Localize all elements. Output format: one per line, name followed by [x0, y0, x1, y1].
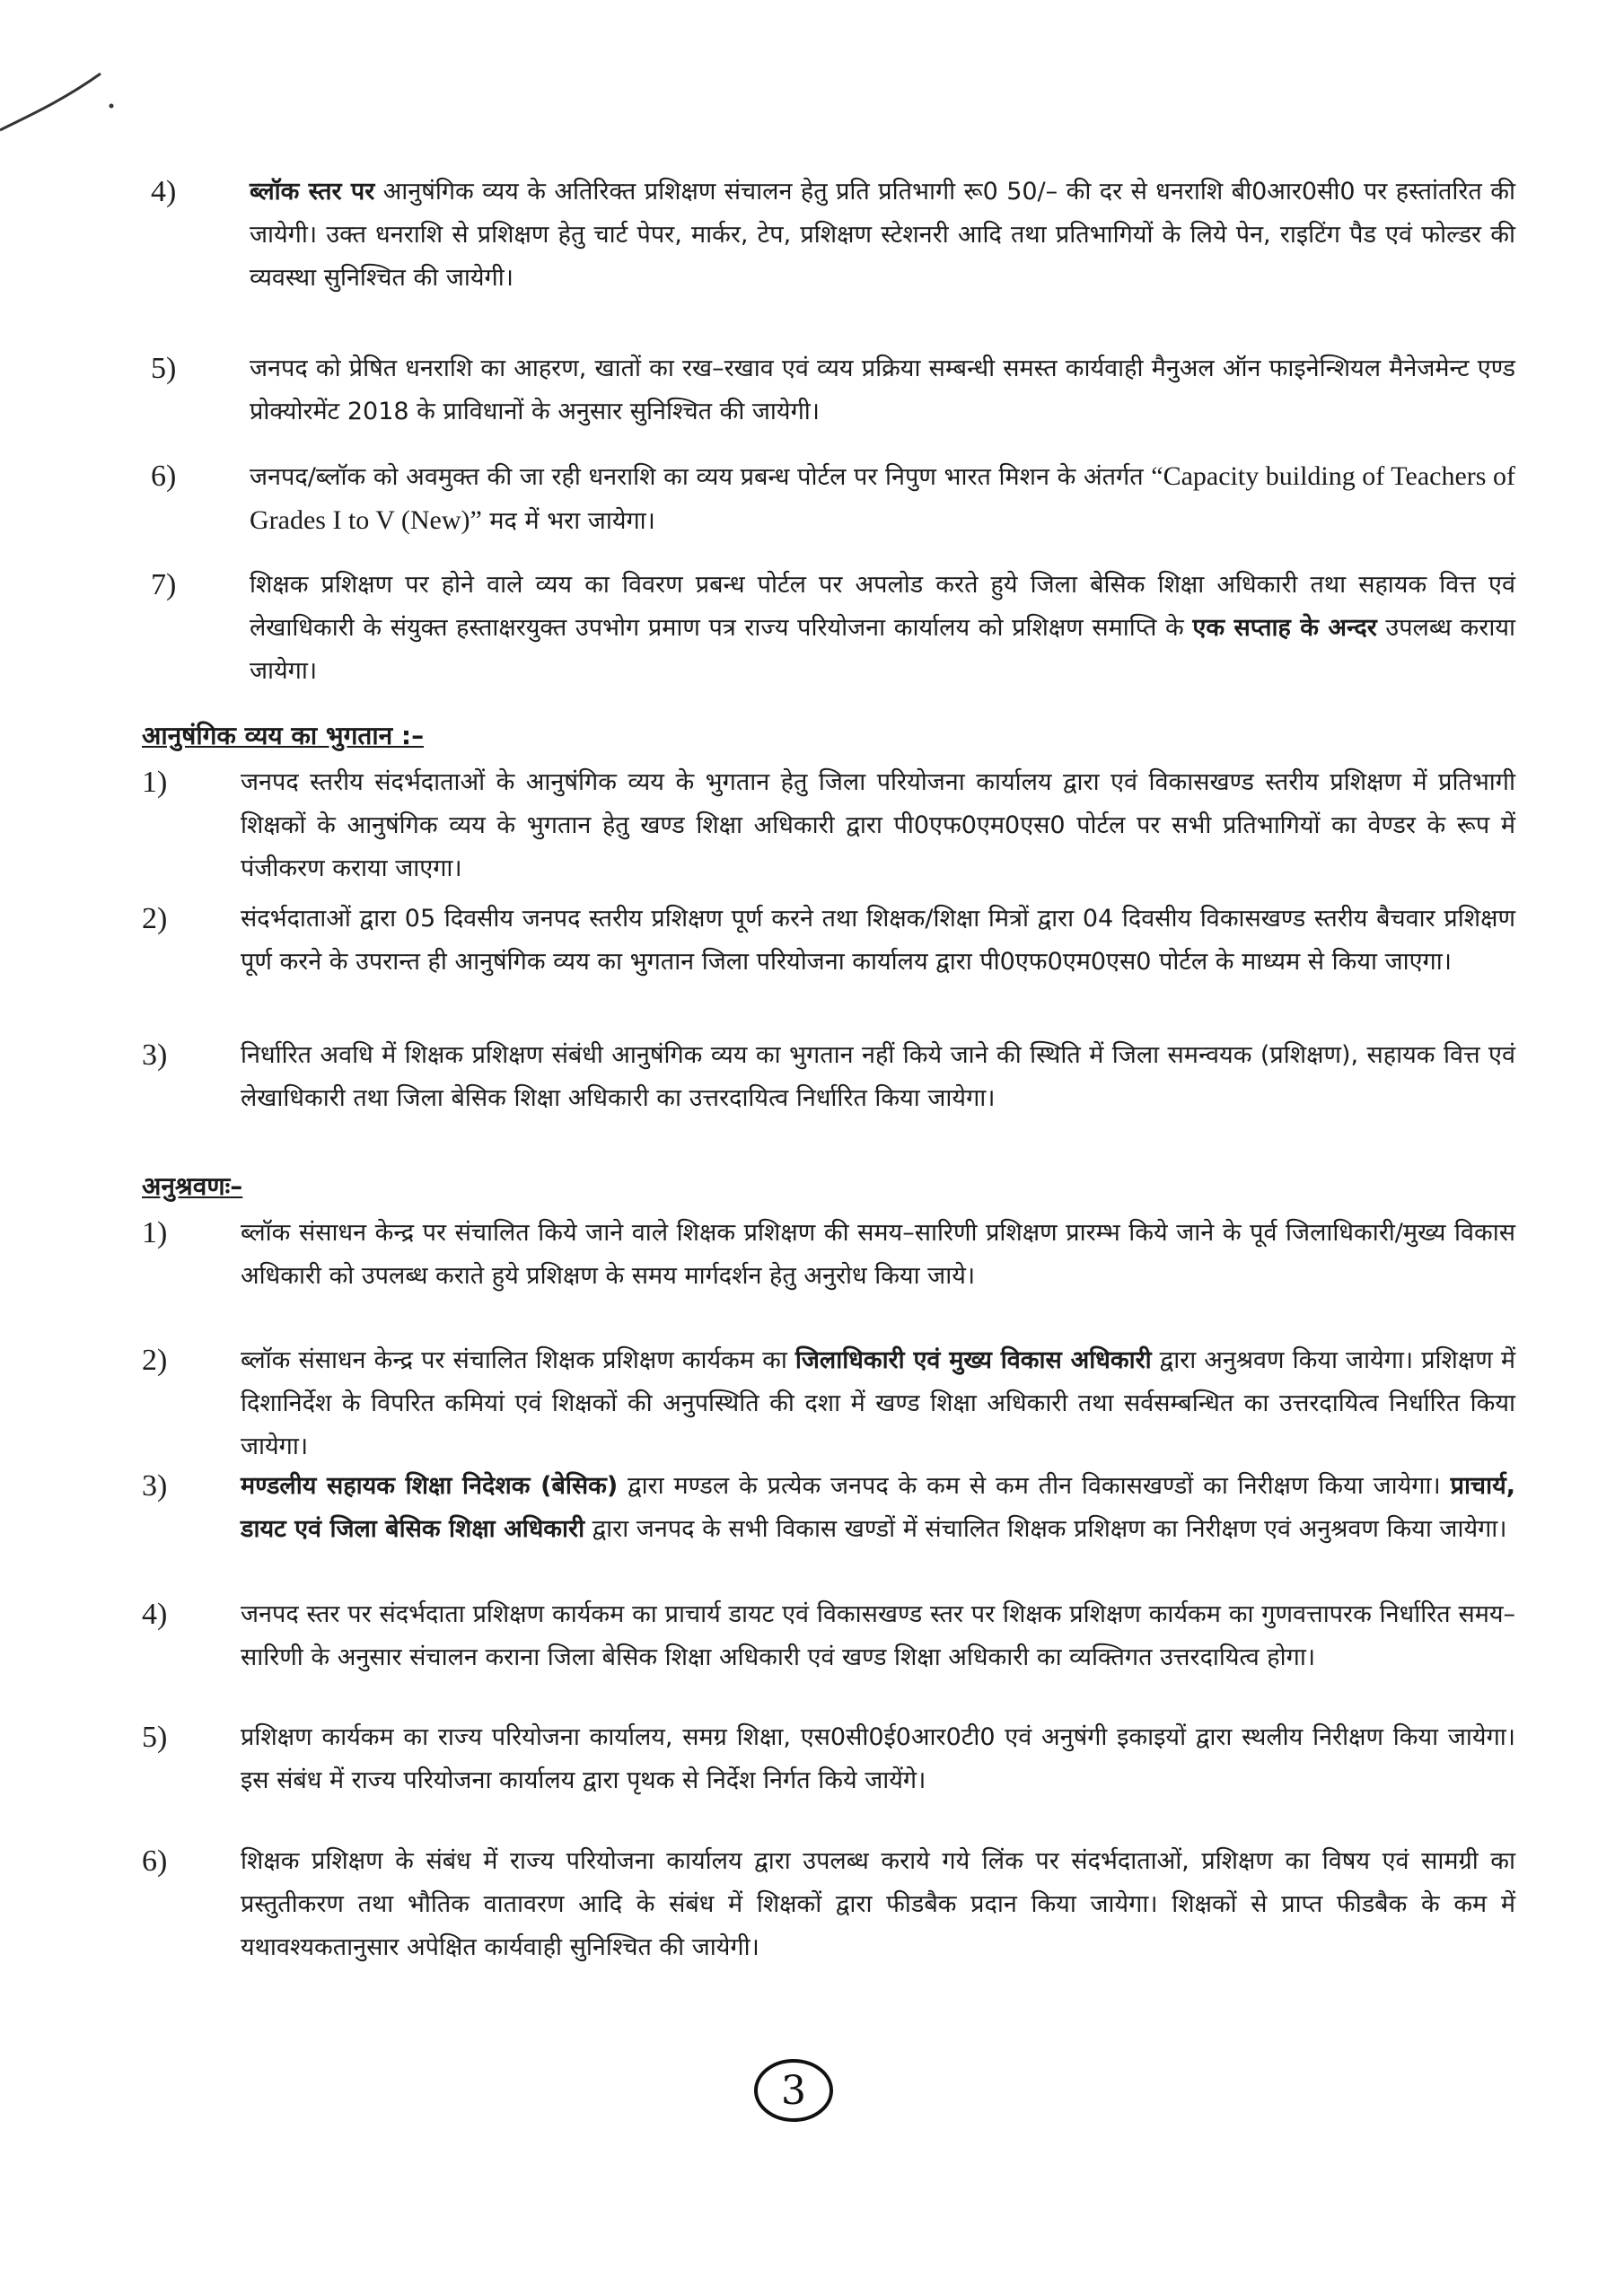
item-number: 1) [142, 1216, 168, 1249]
item-text: शिक्षक प्रशिक्षण पर होने वाले व्यय का विवरण प्रबन्ध पोर्टल पर अपलोड करते हुये जिला बेसिक शिक्षा अधिकारी तथा सहायक वित्त एवं लेखाधिकारी के संयुक्त हस्ताक्षरयुक्त उपभोग प्रमाण पत्र राज्य परियोजना कार्यालय को प्रशिक्षण समाप्ति के एक सप्ताह के अन्दर उपलब्ध कराया जायेगा। [250, 571, 1515, 685]
item-number: 3) [142, 1469, 168, 1503]
bold-phrase: जिलाधिकारी एवं मुख्य विकास अधिकारी [794, 1346, 1152, 1374]
section-heading: आनुषंगिक व्यय का भुगतान :– [142, 721, 425, 750]
item-number: 3) [142, 1038, 168, 1072]
item-number: 2) [142, 902, 168, 935]
list-item [142, 1840, 1515, 1969]
list-item [142, 1716, 1515, 1802]
list-item [142, 898, 1515, 984]
bold-phrase: प्राचार्य, डायट एवं जिला बेसिक शिक्षा अधिकारी [241, 1472, 1515, 1543]
item-number: 7) [151, 568, 177, 601]
item-text: ब्लॉक स्तर पर आनुषंगिक व्यय के अतिरिक्त प्रशिक्षण संचालन हेतु प्रति प्रतिभागी रू0 50/– की दर से धनराशि बी0आर0सी0 पर हस्तांतरित की जायेगी। उक्त धनराशि से प्रशिक्षण हेतु चार्ट पेपर, मार्कर, टेप, प्रशिक्षण स्टेशनरी आदि तथा प्रतिभागियों के लिये पेन, राइटिंग पैड एवं फोल्डर की व्यवस्था सुनिश्चित की जायेगी। [250, 178, 1515, 292]
bold-lead: ब्लॉक स्तर पर [250, 178, 375, 206]
item-text: जनपद स्तरीय संदर्भदाताओं के आनुषंगिक व्यय के भुगतान हेतु जिला परियोजना कार्यालय द्वारा एवं विकासखण्ड स्तरीय प्रशिक्षण में प्रतिभागी शिक्षकों के आनुषंगिक व्यय के भुगतान हेतु खण्ड शिक्षा अधिकारी द्वारा पी0एफ0एम0एस0 पोर्टल पर सभी प्रतिभागियों का वेण्डर के रूप में पंजीकरण कराया जाएगा। [241, 768, 1515, 882]
item-text: निर्धारित अवधि में शिक्षक प्रशिक्षण संबंधी आनुषंगिक व्यय का भुगतान नहीं किये जाने की स्थिति में जिला समन्वयक (प्रशिक्षण), सहायक वित्त एवं लेखाधिकारी तथा जिला बेसिक शिक्षा अधिकारी का उत्तरदायित्व निर्धारित किया जायेगा। [241, 1041, 1515, 1112]
item-number: 5) [142, 1721, 168, 1754]
list-item [151, 455, 1515, 543]
item-text: जनपद स्तर पर संदर्भदाता प्रशिक्षण कार्यकम का प्राचार्य डायट एवं विकासखण्ड स्तर पर शिक्षक प्रशिक्षण कार्यकम का गुणवत्तापरक निर्धारित समय–सारिणी के अनुसार संचालन कराना जिला बेसिक शिक्षा अधिकारी एवं खण्ड शिक्षा अधिकारी का व्यक्तिगत उत्तरदायित्व होगा। [241, 1600, 1515, 1671]
list-item [151, 564, 1515, 693]
list-item [142, 1339, 1515, 1468]
bold-phrase: एक सप्ताह के अन्दर [1192, 614, 1377, 642]
section-heading: अनुश्रवणः– [142, 1171, 243, 1201]
pen-stroke-mark [0, 54, 126, 153]
item-number: 6) [142, 1845, 168, 1878]
item-number: 6) [151, 460, 177, 493]
list-item [142, 1034, 1515, 1120]
item-number: 5) [151, 352, 177, 385]
item-text: जनपद को प्रेषित धनराशि का आहरण, खातों का रख–रखाव एवं व्यय प्रक्रिया सम्बन्धी समस्त कार्यवाही मैनुअल ऑन फाइनेन्शियल मैनेजमेन्ट एण्ड प्रोक्योरमेंट 2018 के प्राविधानों के अनुसार सुनिश्चित की जायेगी। [250, 355, 1515, 425]
budget-head-english: “Capacity building of Teachers of Grades I to V (New)” [250, 461, 1516, 535]
item-number: 4) [151, 175, 177, 208]
item-text: जनपद/ब्लॉक को अवमुक्त की जा रही धनराशि का व्यय प्रबन्ध पोर्टल पर निपुण भारत मिशन के अंतर्गत “Capacity building of Teachers of Grades I to V (New)” मद में भरा जायेगा। [250, 461, 1516, 535]
list-item [151, 347, 1515, 434]
item-number: 4) [142, 1598, 168, 1631]
page-number: 3 [781, 2067, 806, 2114]
list-item [142, 1465, 1515, 1551]
item-number: 2) [142, 1344, 168, 1377]
item-number: 1) [142, 766, 168, 799]
item-text: शिक्षक प्रशिक्षण के संबंध में राज्य परियोजना कार्यालय द्वारा उपलब्ध कराये गये लिंक पर संदर्भदाताओं, प्रशिक्षण का विषय एवं सामग्री का प्रस्तुतीकरण तथा भौतिक वातावरण आदि के संबंध में शिक्षकों द्वारा फीडबैक प्रदान किया जायेगा। शिक्षकों से प्राप्त फीडबैक के कम में यथावश्यकतानुसार अपेक्षित कार्यवाही सुनिश्चित की जायेगी। [241, 1847, 1515, 1961]
item-text: ब्लॉक संसाधन केन्द्र पर संचालित शिक्षक प्रशिक्षण कार्यकम का जिलाधिकारी एवं मुख्य विकास अधिकारी द्वारा अनुश्रवण किया जायेगा। प्रशिक्षण में दिशानिर्देश के विपरित कमियां एवं शिक्षकों की अनुपस्थिति की दशा में खण्ड शिक्षा अधिकारी तथा सर्वसम्बन्धित का उत्तरदायित्व निर्धारित किया जायेगा। [241, 1346, 1515, 1460]
item-text: मण्डलीय सहायक शिक्षा निदेशक (बेसिक) द्वारा मण्डल के प्रत्येक जनपद के कम से कम तीन विकासखण्डों का निरीक्षण किया जायेगा। प्राचार्य, डायट एवं जिला बेसिक शिक्षा अधिकारी द्वारा जनपद के सभी विकास खण्डों में संचालित शिक्षक प्रशिक्षण का निरीक्षण एवं अनुश्रवण किया जायेगा। [241, 1472, 1515, 1543]
bold-lead: मण्डलीय सहायक शिक्षा निदेशक (बेसिक) [241, 1472, 619, 1500]
item-text: संदर्भदाताओं द्वारा 05 दिवसीय जनपद स्तरीय प्रशिक्षण पूर्ण करने तथा शिक्षक/शिक्षा मित्रों द्वारा 04 दिवसीय विकासखण्ड स्तरीय बैचवार प्रशिक्षण पूर्ण करने के उपरान्त ही आनुषंगिक व्यय का भुगतान जिला परियोजना कार्यालय द्वारा पी0एफ0एम0एस0 पोर्टल के माध्यम से किया जाएगा। [241, 905, 1515, 976]
item-text: ब्लॉक संसाधन केन्द्र पर संचालित किये जाने वाले शिक्षक प्रशिक्षण की समय–सारिणी प्रशिक्षण प्रारम्भ किये जाने के पूर्व जिलाधिकारी/मुख्य विकास अधिकारी को उपलब्ध कराते हुये प्रशिक्षण के समय मार्गदर्शन हेतु अनुरोध किया जाये। [241, 1219, 1515, 1290]
list-item [142, 1212, 1515, 1298]
list-item [142, 761, 1515, 890]
list-item [151, 171, 1515, 300]
list-item [142, 1593, 1515, 1679]
item-text: प्रशिक्षण कार्यकम का राज्य परियोजना कार्यालय, समग्र शिक्षा, एस0सी0ई0आर0टी0 एवं अनुषंगी इकाइयों द्वारा स्थलीय निरीक्षण किया जायेगा। इस संबंध में राज्य परियोजना कार्यालय द्वारा पृथक से निर्देश निर्गत किये जायेंगे। [241, 1723, 1515, 1794]
